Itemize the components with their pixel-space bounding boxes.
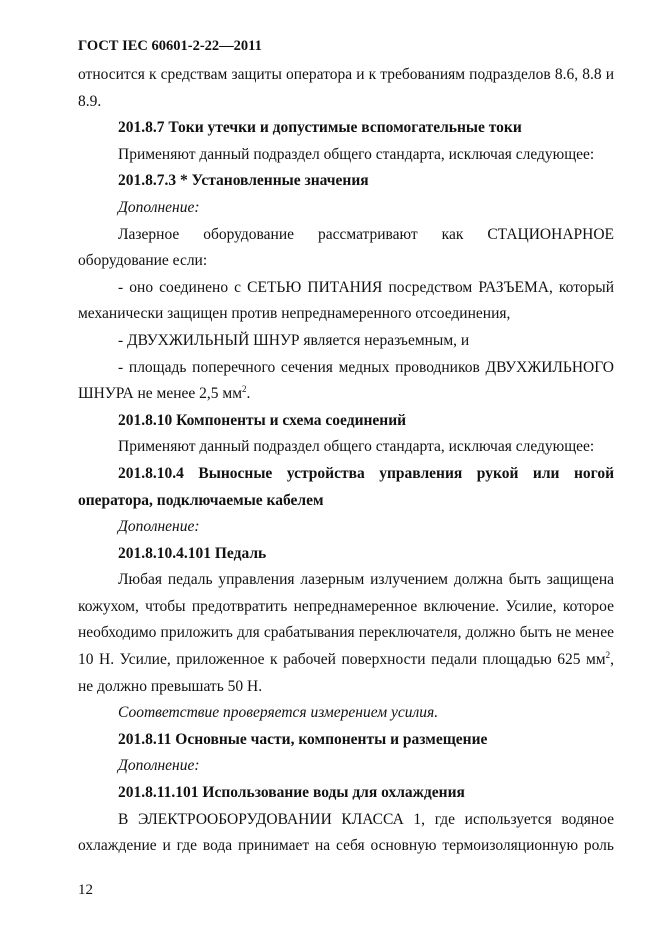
paragraph-text-end: , не должно превышать 50 Н. xyxy=(78,651,614,695)
addition-label: Дополнение: xyxy=(118,757,200,775)
section-heading: 201.8.10.4 Выносные устройства управления рукой или ногой оператора, подключаемые кабелем xyxy=(78,464,614,509)
section-heading: 201.8.10.4.101 Педаль xyxy=(118,544,267,562)
addition-label: Дополнение: xyxy=(118,518,200,536)
list-item-text: - площадь поперечного сечения медных проводников ДВУХЖИЛЬНОГО ШНУРА не менее 2,5 мм xyxy=(78,358,614,403)
paragraph: Применяют данный подраздел общего стандарта, исключая следующее: xyxy=(118,438,595,456)
list-item-text-end: . xyxy=(246,385,251,403)
superscript: 2 xyxy=(605,650,611,661)
paragraph-text: Любая педаль управления лазерным излучением должна быть защищена кожухом, чтобы предотвратить непреднамеренное включение. Усилие, которое необходимо приложить для срабатывания переключателя, должно быть не менее 10 Н. Усилие, приложенное к рабочей поверхности педали площадью 625 мм xyxy=(78,571,614,669)
page-number: 12 xyxy=(78,882,93,898)
section-heading: 201.8.11 Основные части, компоненты и размещение xyxy=(118,730,488,748)
superscript: 2 xyxy=(242,384,247,395)
section-heading: 201.8.7 Токи утечки и допустимые вспомогательные токи xyxy=(118,119,522,137)
paragraph: В ЭЛЕКТРООБОРУДОВАНИИ КЛАССА 1, где используется водяное охлаждение и где вода принимает на себя основную термоизоляционную роль xyxy=(78,810,614,855)
section-heading: 201.8.11.101 Использование воды для охлаждения xyxy=(118,784,465,802)
section-heading: 201.8.7.3 * Установленные значения xyxy=(118,172,369,190)
paragraph xyxy=(78,567,614,700)
addition-label: Дополнение: xyxy=(118,198,200,216)
document-header: ГОСТ IEC 60601-2-22—2011 xyxy=(78,38,262,54)
paragraph: Применяют данный подраздел общего стандарта, исключая следующее: xyxy=(118,145,595,163)
paragraph: Лазерное оборудование рассматривают как СТАЦИОНАРНОЕ оборудование если: xyxy=(78,225,614,270)
list-item xyxy=(78,355,614,408)
document-body xyxy=(78,62,614,860)
paragraph: относится к средствам защиты оператора и к требованиям подразделов 8.6, 8.8 и 8.9. xyxy=(78,66,614,110)
list-item: - оно соединено с СЕТЬЮ ПИТАНИЯ посредством РАЗЪЕМА, который механически защищен против непреднамеренного отсоединения, xyxy=(78,278,614,323)
section-heading: 201.8.10 Компоненты и схема соединений xyxy=(118,411,407,429)
list-item: - ДВУХЖИЛЬНЫЙ ШНУР является неразъемным, и xyxy=(118,331,470,349)
compliance-note: Соответствие проверяется измерением усилия. xyxy=(118,704,439,722)
